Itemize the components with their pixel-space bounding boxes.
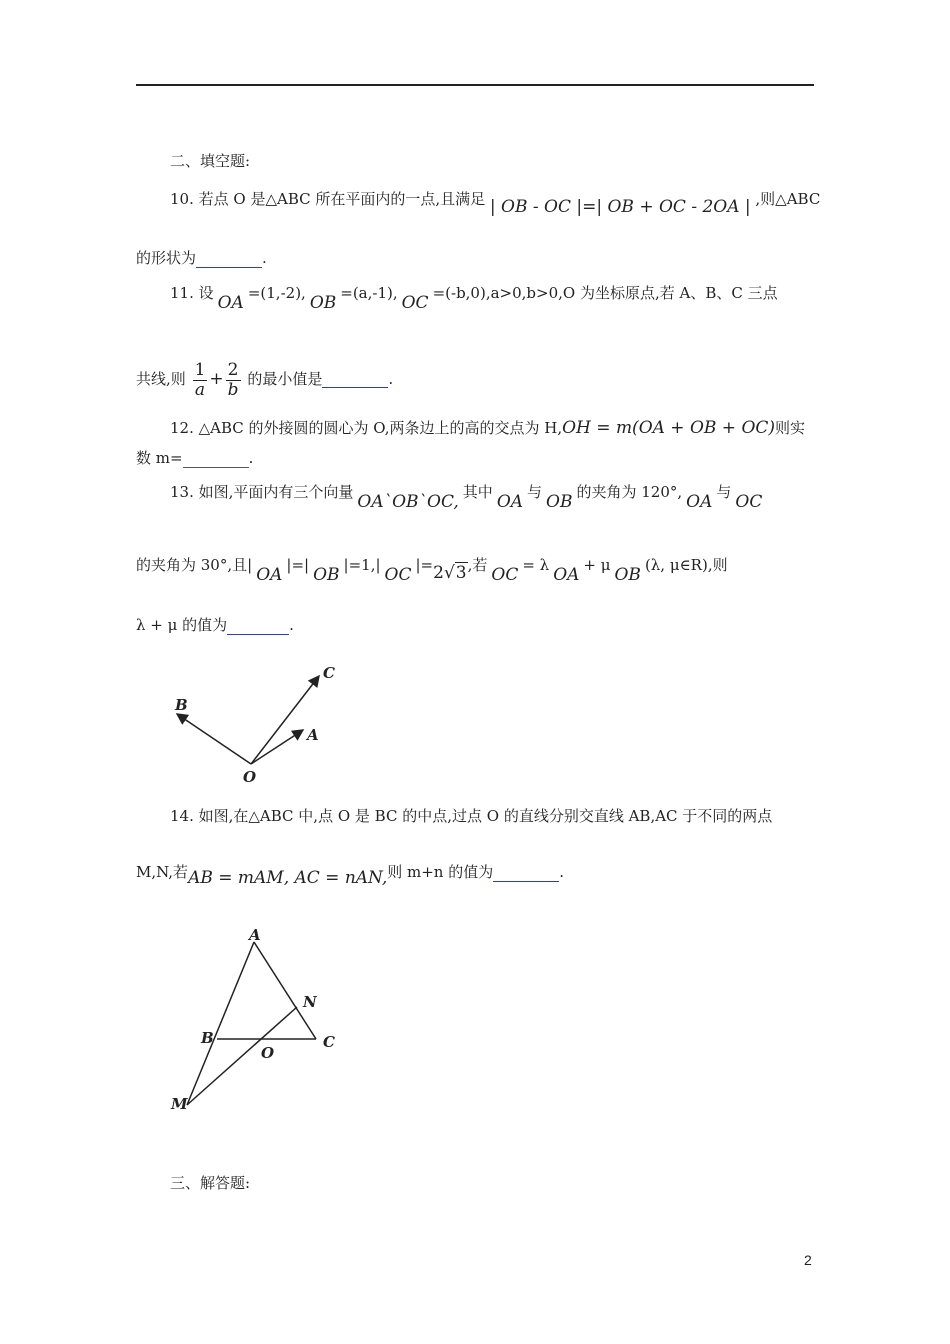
q13-line3 [136, 615, 294, 635]
q11-vec-oc: OC [401, 293, 429, 313]
q10-line1 [170, 189, 821, 217]
q11-line1 [170, 283, 778, 313]
q12-end: . [248, 449, 254, 467]
triangle-edges-ac-am-mn [187, 942, 297, 1105]
q12-line2-text: 数 m= [136, 449, 183, 467]
q13-vec-oa: OA [496, 492, 524, 512]
q13-l2-vec-ob-2: OB [614, 565, 641, 585]
q14-answer-blank[interactable] [493, 867, 559, 882]
q13-l2-h: (λ, μ∈R),则 [644, 556, 728, 574]
q13-sqrt-coef: 2 [433, 563, 444, 583]
q13-line2 [136, 555, 728, 585]
q10-prefix: 10. 若点 O 是△ABC 所在平面内的一点,且满足 [170, 190, 486, 208]
q11-p1: 11. 设 [170, 284, 214, 302]
q10-suffix: ,则△ABC [755, 190, 821, 208]
q10-line2-text: 的形状为 [136, 249, 197, 267]
q13-line1 [170, 482, 766, 512]
q14-formula: AB = mAM, AC = nAN, [188, 868, 388, 888]
q10-end: . [262, 249, 267, 267]
q11-answer-blank[interactable] [322, 373, 388, 388]
q13-l2-vec-oc: OC [384, 565, 412, 585]
q14-l2-pre: M,N,若 [136, 863, 189, 881]
q13-p2: 其中 [462, 483, 493, 501]
q13-answer-blank[interactable] [227, 620, 289, 635]
q13-l2-vec-oa-2: OA [553, 565, 580, 585]
q14-triangle-figure [165, 925, 355, 1115]
q13-yu2: 与 [716, 483, 732, 501]
q11-line2-post: 的最小值是 [247, 370, 323, 388]
fig13-label-c: C [323, 664, 335, 682]
q13-sqrt-rad: 3 [455, 563, 467, 583]
q12-prefix: 12. △ABC 的外接圆的圆心为 O,两条边上的高的交点为 H, [170, 419, 563, 437]
q13-vectors: OA`OB`OC, [357, 492, 459, 512]
fig14-label-c: C [323, 1033, 335, 1051]
vector-ob-arrow [177, 714, 251, 764]
fig14-label-n: N [303, 993, 317, 1011]
page-number: 2 [804, 1252, 812, 1268]
q13-l2-vec-ob: OB [313, 565, 340, 585]
q13-p1: 13. 如图,平面内有三个向量 [170, 483, 354, 501]
q13-l2-f: = λ [522, 556, 550, 574]
q11-line2-pre: 共线,则 [136, 370, 186, 388]
q12-answer-blank[interactable] [183, 453, 249, 468]
edge-ac [254, 942, 316, 1039]
q11-p3: =(a,-1), [340, 284, 398, 302]
q11-frac2-num: 2 [227, 359, 239, 380]
fig13-label-a: A [307, 726, 319, 744]
q13-vec-ob: OB [546, 492, 573, 512]
q13-l3-text: λ + μ 的值为 [136, 616, 228, 634]
q13-vec-oc: OC [735, 492, 763, 512]
q10-formula: | OB - OC |=| OB + OC - 2OA | [489, 197, 751, 217]
fig14-label-m: M [171, 1095, 188, 1113]
q11-plus: + [209, 369, 224, 389]
section3-title: 三、解答题: [170, 1174, 251, 1192]
q13-l2-g: + μ [583, 556, 611, 574]
fig13-label-b: B [175, 696, 188, 714]
fig14-label-b: B [201, 1029, 214, 1047]
q13-vec-oa-2: OA [686, 492, 713, 512]
q13-l2-c: |=1,| [343, 556, 381, 574]
q14-l2-post: 则 m+n 的值为 [387, 863, 494, 881]
q11-frac1-num: 1 [194, 359, 206, 380]
q11-end: . [388, 370, 394, 388]
q13-yu1: 与 [527, 483, 543, 501]
q11-frac-1-over-a [193, 361, 208, 400]
q13-l2-vec-oa: OA [256, 565, 283, 585]
q14-line2 [136, 862, 565, 888]
q13-vector-figure [165, 660, 345, 790]
q11-p2: =(1,-2), [247, 284, 306, 302]
q13-l2-vec-oc-2: OC [491, 565, 519, 585]
q14-end: . [559, 863, 565, 881]
fig13-label-o: O [243, 768, 257, 786]
q14-line1: 14. 如图,在△ABC 中,点 O 是 BC 的中点,过点 O 的直线分别交直线 AB,AC 于不同的两点 [170, 807, 773, 825]
q11-frac2-den: b [227, 379, 239, 400]
q11-vec-ob: OB [309, 293, 337, 313]
q11-frac-2-over-b [226, 361, 241, 400]
vector-oc-arrow [251, 676, 319, 764]
q11-line2 [136, 356, 393, 402]
q11-frac1-den: a [194, 379, 206, 400]
q12-suffix: 则实 [775, 419, 806, 437]
q13-l2-a: 的夹角为 30°,且| [136, 556, 253, 574]
q12-line2 [136, 448, 253, 468]
fig14-label-o: O [261, 1044, 275, 1062]
q13-end: . [289, 616, 294, 634]
fig14-label-a: A [249, 926, 261, 944]
q13-p3: 的夹角为 120°, [576, 483, 683, 501]
q10-line2 [136, 248, 267, 268]
q13-sqrt: 2√3 [433, 563, 467, 583]
q13-l2-d: |= [415, 556, 434, 574]
q10-answer-blank[interactable] [196, 253, 262, 268]
q12-formula: OH = m(OA + OB + OC) [562, 418, 776, 438]
q11-vec-oa: OA [217, 293, 244, 313]
section2-title: 二、填空题: [170, 152, 251, 170]
q13-l2-e: ,若 [467, 556, 488, 574]
q12-line1 [170, 418, 805, 438]
header-rule [136, 84, 814, 86]
vector-oa-arrow [251, 730, 303, 764]
q13-l2-b: |=| [286, 556, 310, 574]
q11-p4: =(-b,0),a>0,b>0,O 为坐标原点,若 A、B、C 三点 [432, 284, 778, 302]
